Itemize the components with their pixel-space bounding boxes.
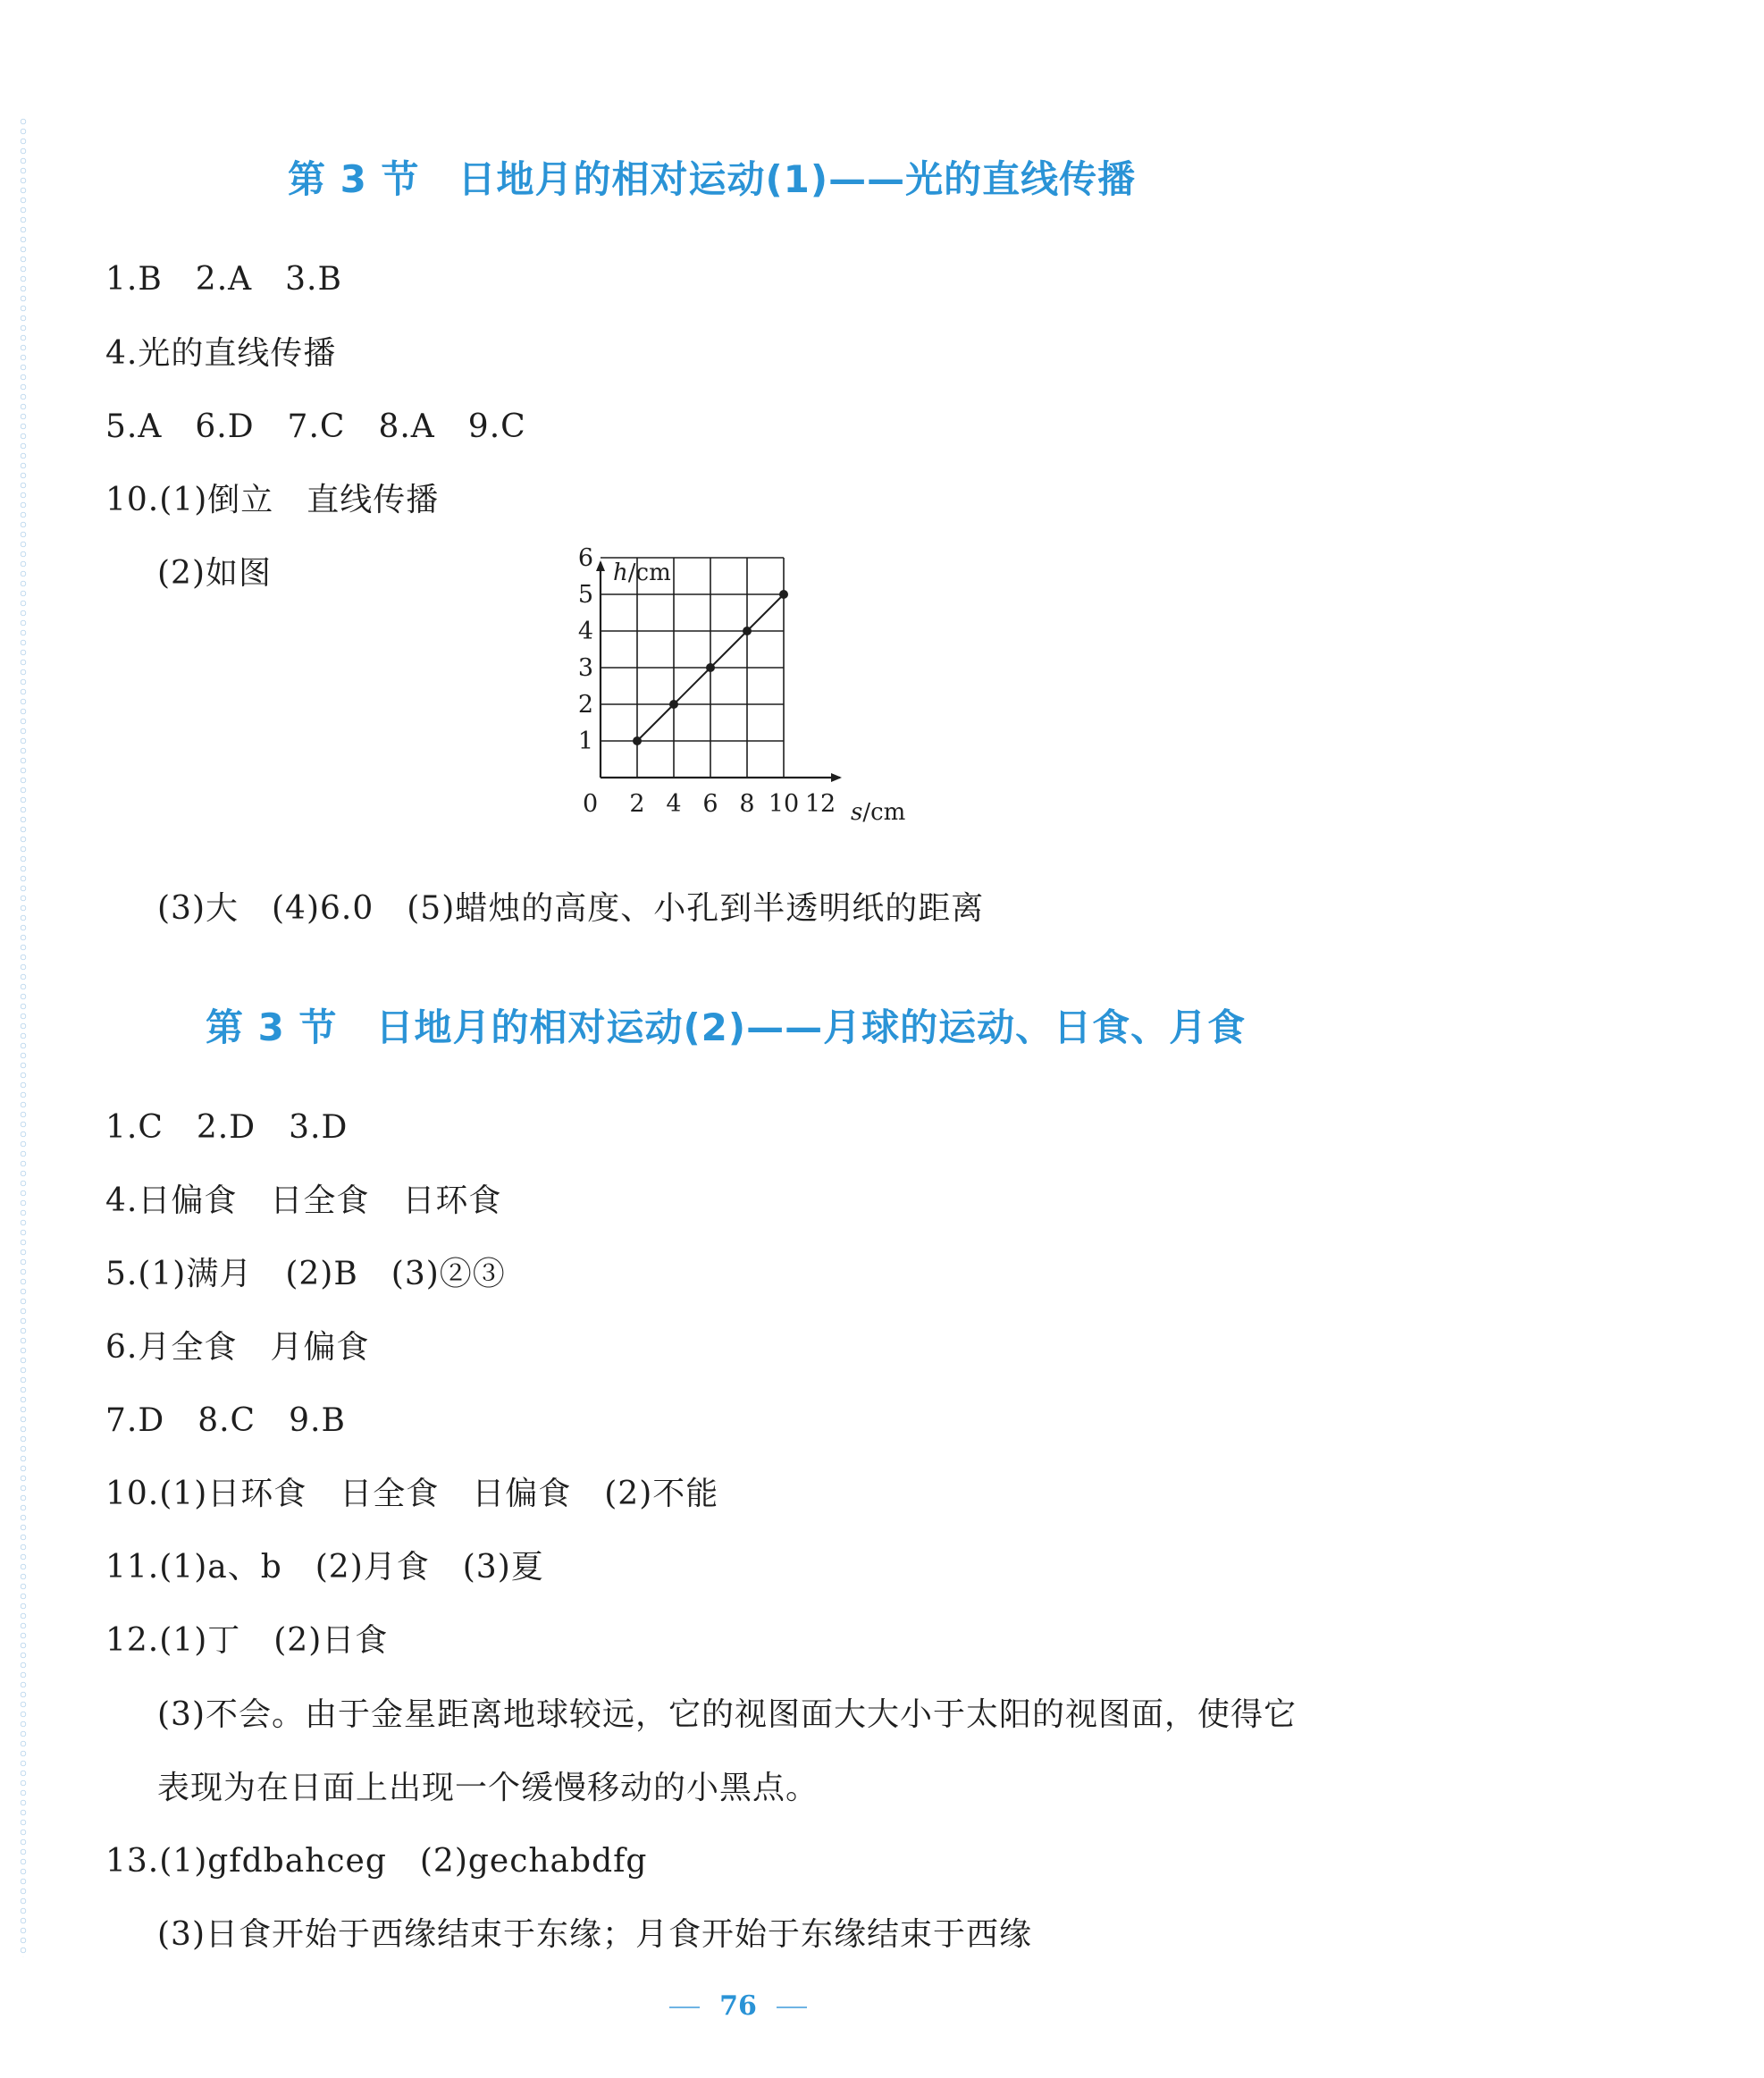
answer-line-2-1: 1.C 2.D 3.D — [105, 1109, 349, 1146]
graph-x-label: s/cm — [851, 799, 906, 826]
x-tick-label: 2 — [629, 790, 645, 818]
answer-line-2-12: (3)日食开始于西缘结束于东缘；月食开始于东缘结束于西缘 — [157, 1916, 1032, 1953]
x-tick-label: 4 — [666, 790, 682, 818]
answer-line-2-11: 13.(1)gfdbahceg (2)gechabdfg — [105, 1843, 648, 1880]
answer-line-2-9: (3)不会。由于金星距离地球较远，它的视图面大大小于太阳的视图面，使得它 — [157, 1696, 1297, 1733]
answer-line-2-5: 7.D 8.C 9.B — [105, 1402, 346, 1439]
answer-line-1-3: 5.A 6.D 7.C 8.A 9.C — [105, 408, 526, 445]
graph-h-vs-s — [572, 544, 929, 854]
x-axis-arrow — [831, 773, 842, 782]
y-tick-label: 2 — [577, 691, 593, 719]
data-point — [669, 700, 678, 709]
graph-grid — [601, 558, 784, 778]
x-tick-label: 8 — [739, 790, 755, 818]
x-tick-label: 6 — [702, 790, 718, 818]
data-point — [633, 736, 642, 745]
answer-line-1-1: 1.B 2.A 3.B — [105, 261, 342, 298]
answer-line-1-2: 4.光的直线传播 — [105, 335, 337, 372]
data-point — [779, 590, 788, 599]
y-tick-label: 4 — [577, 618, 593, 645]
section-title-1: 第 3 节 日地月的相对运动(1)——光的直线传播 — [288, 157, 1137, 201]
x-tick-label: 10 — [768, 790, 800, 818]
answer-line-2-7: 11.(1)a、b (2)月食 (3)夏 — [105, 1549, 544, 1586]
answer-line-1-5: (2)如图 — [157, 555, 272, 592]
answer-line-2-6: 10.(1)日环食 日全食 日偏食 (2)不能 — [105, 1476, 719, 1512]
section-title-2: 第 3 节 日地月的相对运动(2)——月球的运动、日食、月食 — [206, 1005, 1247, 1049]
data-point — [743, 627, 752, 635]
answer-line-2-10: 表现为在日面上出现一个缓慢移动的小黑点。 — [157, 1770, 819, 1806]
x-tick-origin: 0 — [583, 790, 599, 818]
answer-line-1-6: (3)大 (4)6.0 (5)蜡烛的高度、小孔到半透明纸的距离 — [157, 890, 985, 927]
page-number: 76 — [0, 1990, 1476, 2022]
answer-line-2-4: 6.月全食 月偏食 — [105, 1329, 370, 1366]
y-tick-label: 3 — [577, 654, 593, 682]
answer-line-2-3: 5.(1)满月 (2)B (3)②③ — [105, 1256, 506, 1292]
answer-line-2-2: 4.日偏食 日全食 日环食 — [105, 1182, 502, 1219]
y-tick-label: 5 — [577, 581, 593, 609]
y-axis-arrow — [596, 560, 605, 571]
answer-line-2-8: 12.(1)丁 (2)日食 — [105, 1622, 389, 1659]
y-tick-label: 6 — [577, 544, 593, 572]
answer-line-1-4: 10.(1)倒立 直线传播 — [105, 482, 440, 518]
data-point — [706, 663, 715, 672]
graph-y-label: h/cm — [613, 559, 671, 586]
x-tick-label: 12 — [804, 790, 836, 818]
y-tick-label: 1 — [577, 728, 593, 755]
